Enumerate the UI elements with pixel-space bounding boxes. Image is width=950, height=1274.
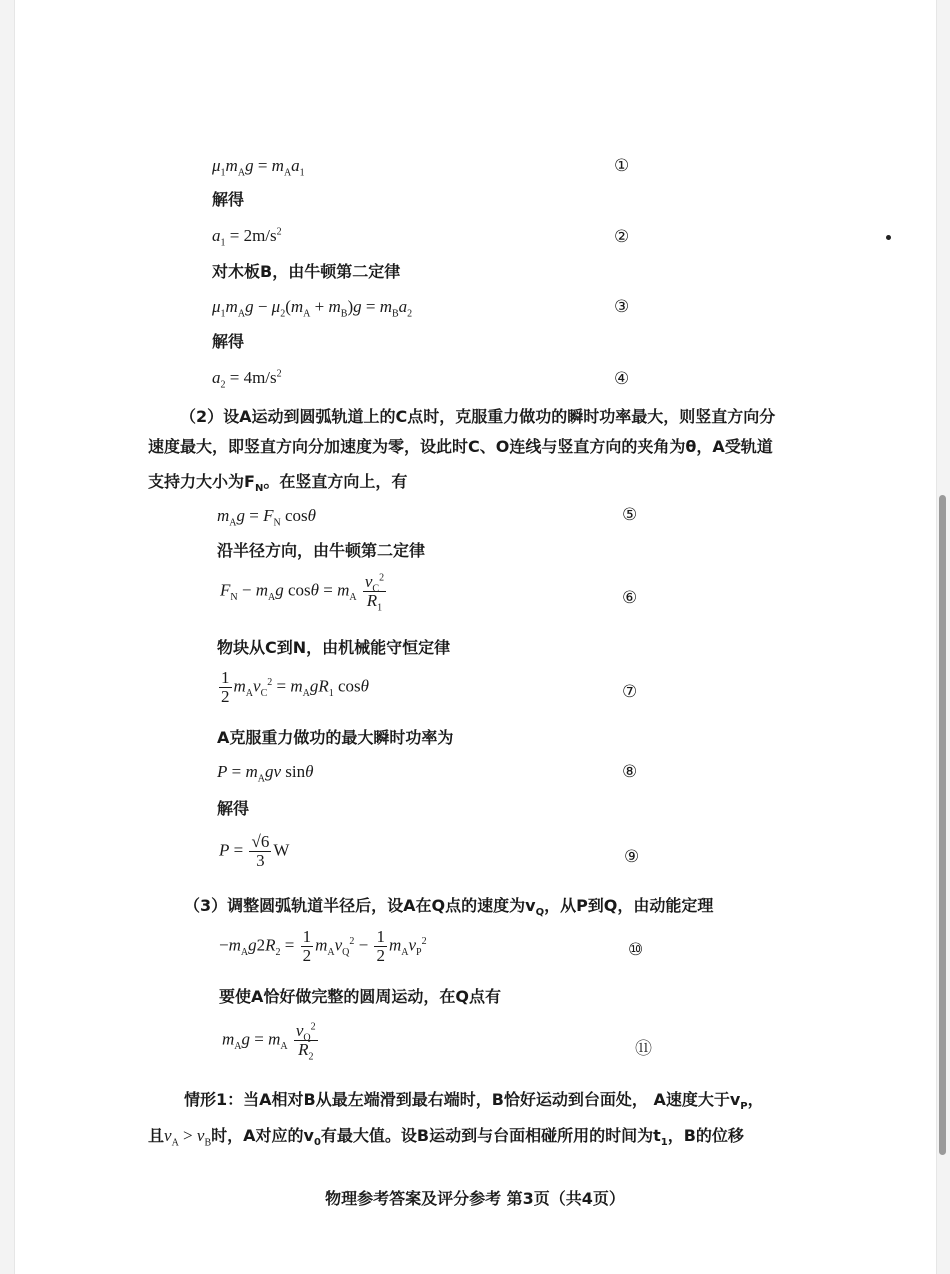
equation-11: $m_Ag = m_A$ $\frac{v_Q^2}{R_2}$: [222, 1021, 316, 1063]
equation-number-5: ⑤: [622, 505, 638, 525]
equation-5: $m_Ag = F_N$ cosθ: [217, 506, 317, 529]
text-board-b: 对木板B，由牛顿第二定律: [212, 262, 401, 281]
equation-1: $\mu_1m_Ag = m_Aa_1$: [212, 156, 305, 179]
equation-number-2: ②: [614, 227, 630, 247]
equation-2: $a_1 = 2m/s^2$: [212, 226, 282, 249]
text-circular-motion: 要使A恰好做完整的圆周运动，在Q点有: [219, 987, 501, 1006]
text-radial: 沿半径方向，由牛顿第二定律: [217, 541, 426, 560]
paragraph-3: （3）调整圆弧轨道半径后，设A在Q点的速度为$v_Q$，从P到Q，由动能定理: [184, 896, 714, 919]
equation-7: $\frac{1}{2}$ $m_Av_C^2 = m_AgR_1$ cosθ: [221, 668, 370, 706]
text-max-power: A克服重力做功的最大瞬时功率为: [217, 728, 454, 747]
equation-number-1: ①: [614, 156, 630, 176]
scrollbar-thumb[interactable]: [939, 495, 946, 1155]
case-1-line-1: 情形1：当A相对B从最左端滑到最右端时，B恰好运动到台面处， A速度大于$v_P$，: [184, 1090, 764, 1113]
equation-number-8: ⑧: [622, 762, 638, 782]
case-1-line-2: 且$v_A > v_B$时，A对应的$v_0$有最大值。设B运动到与台面相碰所用的时间为$t_1$，B的位移: [148, 1126, 744, 1149]
page-footer: 物理参考答案及评分参考 第3页（共4页）: [325, 1189, 625, 1208]
equation-number-10: ⑩: [628, 940, 644, 960]
equation-number-4: ④: [614, 369, 630, 389]
left-margin: [0, 0, 15, 1274]
scan-speck: [886, 235, 891, 240]
equation-4: $a_2 = 4m/s^2$: [212, 368, 282, 391]
equation-number-9: ⑨: [624, 847, 640, 867]
equation-9: P = $\frac{√6}{3}$ W: [219, 832, 290, 870]
equation-number-6: ⑥: [622, 588, 638, 608]
equation-3: $\mu_1m_Ag - \mu_2(m_A + m_B)g = m_Ba_2$: [212, 297, 413, 320]
equation-8: $P = m_Agv$ sinθ: [217, 762, 314, 785]
text-solve-2: 解得: [212, 332, 245, 351]
paragraph-2-line-3: 支持力大小为$F_N$。在竖直方向上，有: [148, 472, 408, 495]
paragraph-2-line-2: 速度最大，即竖直方向分加速度为零，设此时C、O连线与竖直方向的夹角为θ，A受轨道: [148, 437, 773, 456]
equation-6: $F_N - m_Ag$ $\cos\theta = m_A$ $\frac{v_C^2}{R_1}$: [220, 572, 385, 614]
text-solve-1: 解得: [212, 190, 245, 209]
equation-number-3: ③: [614, 297, 630, 317]
text-solve-3: 解得: [217, 799, 250, 818]
equation-number-7: ⑦: [622, 682, 638, 702]
text-energy-conservation: 物块从C到N，由机械能守恒定律: [217, 638, 451, 657]
paragraph-2-line-1: （2）设A运动到圆弧轨道上的C点时，克服重力做功的瞬时功率最大，则竖直方向分: [180, 407, 776, 426]
equation-number-11: ⑪: [635, 1039, 652, 1059]
equation-10: $-m_Ag2R_2$ = $\frac{1}{2}$ $m_Av_Q^2$ − $\frac{1}{2}$ $m_Av_P^2$: [219, 927, 427, 965]
